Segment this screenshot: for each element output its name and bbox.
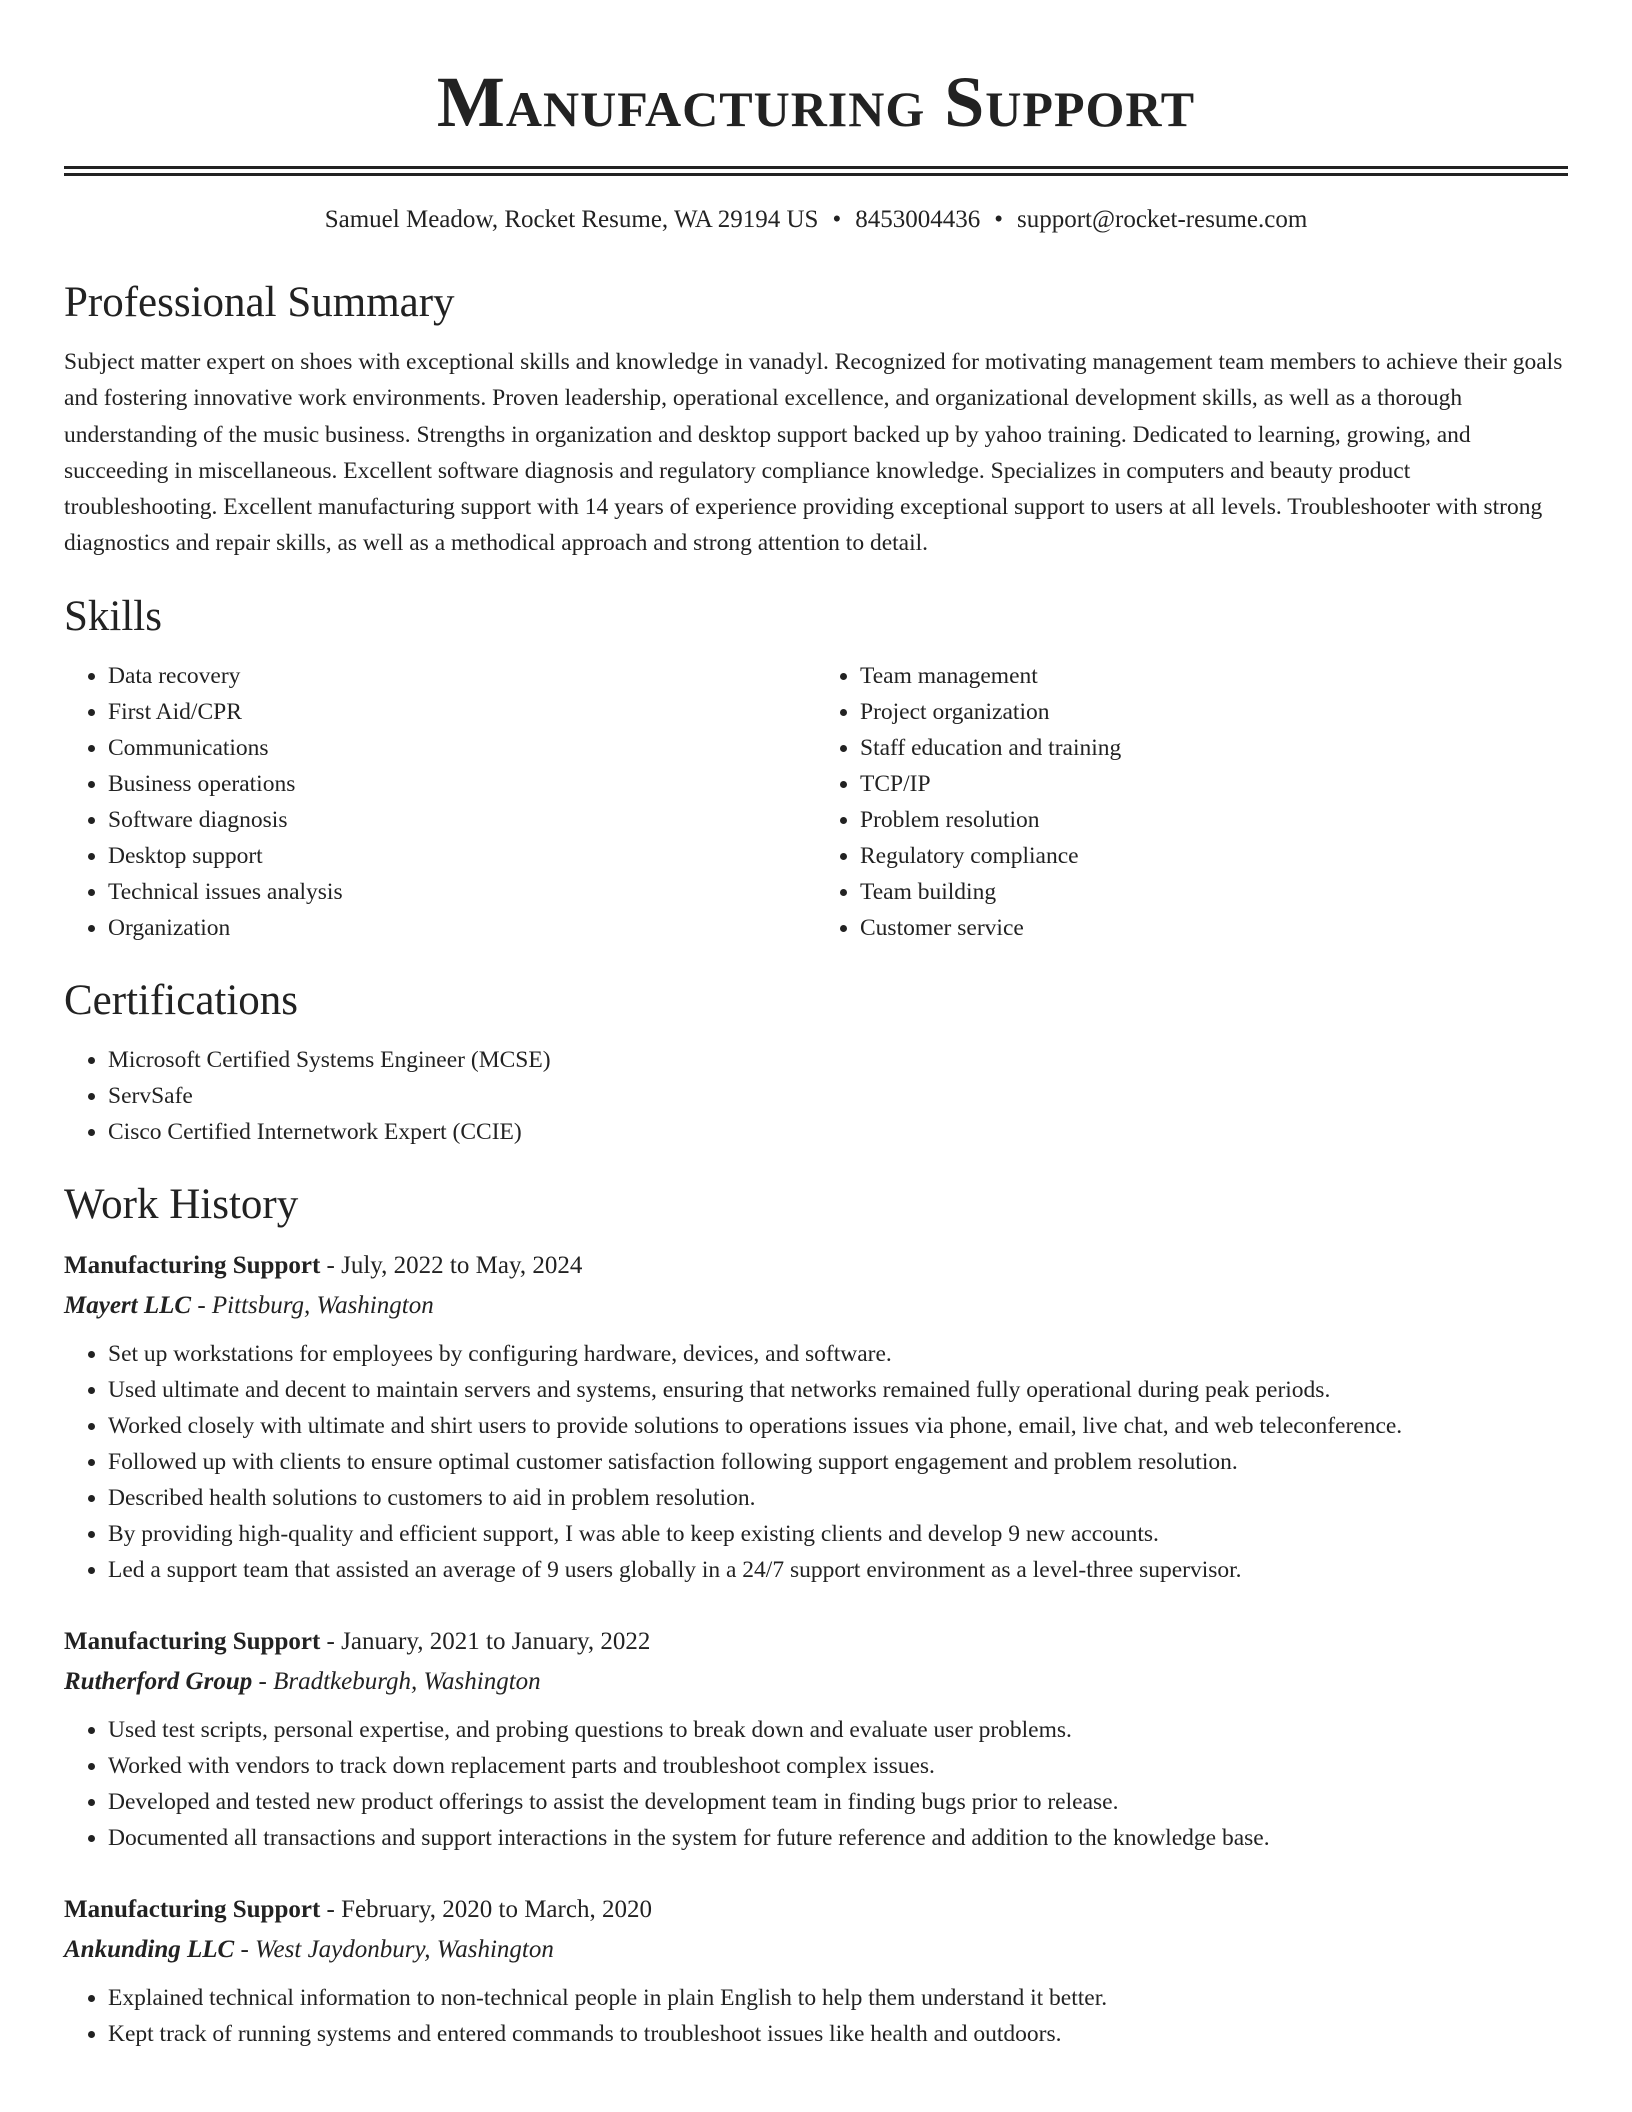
resume-page xyxy=(64,0,1568,2052)
skill-item: • Software diagnosis xyxy=(108,802,816,838)
resume-title: Manufacturing Support xyxy=(436,62,1196,142)
job-title-line xyxy=(64,1890,1568,1930)
title-divider xyxy=(64,166,1568,176)
summary-text: Subject matter expert on shoes with exceptional skills and knowledge in vanadyl. Recognized for motivating management team members to achieve their goals and fostering innovative work environments. Proven leadership, operational excellence, and organizational development skills, as well as a thorough understanding of the music business. Strengths in organization and desktop support backed up by yahoo training. Dedicated to learning, growing, and succeeding in miscellaneous. Excellent software diagnosis and regulatory compliance knowledge. Specializes in computers and beauty product troubleshooting. Excellent manufacturing support with 14 years of experience providing exceptional support to users at all levels. Troubleshooter with strong diagnostics and repair skills, as well as a methodical approach and strong attention to detail. xyxy=(64,349,1563,557)
skill-item: • Staff education and training xyxy=(860,730,1568,766)
job-company: Mayert LLC xyxy=(64,1291,192,1319)
job-bullet: • Followed up with clients to ensure optimal customer satisfaction following support engagement and problem resolution. xyxy=(108,1444,1568,1480)
skill-item: • First Aid/CPR xyxy=(108,694,816,730)
job-title-line xyxy=(64,1622,1568,1662)
job-company-line xyxy=(64,1286,1568,1326)
job-entry xyxy=(64,1246,1568,1588)
job-company: Rutherford Group xyxy=(64,1667,253,1695)
skills-left-list xyxy=(64,658,816,946)
contact-separator: • xyxy=(994,206,1003,233)
summary-heading: Professional Summary xyxy=(64,279,455,326)
skill-item: • Regulatory compliance xyxy=(860,838,1568,874)
contact-line xyxy=(64,204,1568,236)
job-bullet: • Led a support team that assisted an average of 9 users globally in a 24/7 support environment as a level-three supervisor. xyxy=(108,1552,1568,1588)
job-company-line xyxy=(64,1662,1568,1702)
job-dates: - January, 2021 to January, 2022 xyxy=(320,1627,651,1655)
job-bullets xyxy=(64,1980,1568,2052)
work-history-heading: Work History xyxy=(64,1180,299,1228)
job-dates: - February, 2020 to March, 2020 xyxy=(320,1895,652,1923)
contact-email: support@rocket-resume.com xyxy=(1016,206,1308,233)
certifications-list xyxy=(64,1042,1568,1150)
job-bullets xyxy=(64,1336,1568,1588)
skill-item: • Customer service xyxy=(860,910,1568,946)
job-title: Manufacturing Support xyxy=(64,1251,321,1279)
job-entry xyxy=(64,1622,1568,1856)
skills-columns xyxy=(64,658,1568,946)
skill-item: • TCP/IP xyxy=(860,766,1568,802)
job-bullet: • Explained technical information to non-technical people in plain English to help them understand it better. xyxy=(108,1980,1568,2016)
skill-item: • Project organization xyxy=(860,694,1568,730)
skill-item: • Desktop support xyxy=(108,838,816,874)
skill-item: • Communications xyxy=(108,730,816,766)
job-entry xyxy=(64,1890,1568,2052)
skill-item: • Technical issues analysis xyxy=(108,874,816,910)
contact-address: Samuel Meadow, Rocket Resume, WA 29194 US xyxy=(324,206,819,233)
job-title: Manufacturing Support xyxy=(64,1895,321,1923)
certification-item: • ServSafe xyxy=(108,1078,1568,1114)
job-bullet: • Set up workstations for employees by configuring hardware, devices, and software. xyxy=(108,1336,1568,1372)
skills-right-list xyxy=(816,658,1568,946)
contact-phone: 8453004436 xyxy=(855,206,981,233)
job-bullet: • Worked closely with ultimate and shirt users to provide solutions to operations issues via phone, email, live chat, and web teleconference. xyxy=(108,1408,1568,1444)
job-company: Ankunding LLC xyxy=(64,1935,235,1963)
skill-item: • Team building xyxy=(860,874,1568,910)
job-bullet: • Developed and tested new product offerings to assist the development team in finding bugs prior to release. xyxy=(108,1784,1568,1820)
job-bullet: • By providing high-quality and efficient support, I was able to keep existing clients and develop 9 new accounts. xyxy=(108,1516,1568,1552)
certification-item: • Cisco Certified Internetwork Expert (CCIE) xyxy=(108,1114,1568,1150)
certifications-heading: Certifications xyxy=(64,976,299,1024)
job-bullet: • Documented all transactions and support interactions in the system for future reference and addition to the knowledge base. xyxy=(108,1820,1568,1856)
skill-item: • Team management xyxy=(860,658,1568,694)
job-bullets xyxy=(64,1712,1568,1856)
job-location: - West Jaydonbury, Washington xyxy=(234,1935,554,1963)
job-bullet: • Described health solutions to customers to aid in problem resolution. xyxy=(108,1480,1568,1516)
job-title-line xyxy=(64,1246,1568,1286)
skill-item: • Data recovery xyxy=(108,658,816,694)
certification-item: • Microsoft Certified Systems Engineer (MCSE) xyxy=(108,1042,1568,1078)
job-company-line xyxy=(64,1930,1568,1970)
job-location: - Pittsburg, Washington xyxy=(191,1291,434,1319)
skills-heading: Skills xyxy=(64,592,162,640)
skill-item: • Problem resolution xyxy=(860,802,1568,838)
contact-separator: • xyxy=(832,206,842,233)
job-bullet: • Kept track of running systems and entered commands to troubleshoot issues like health and outdoors. xyxy=(108,2016,1568,2052)
skill-item: • Organization xyxy=(108,910,816,946)
job-location: - Bradtkeburgh, Washington xyxy=(252,1667,541,1695)
job-bullet: • Used ultimate and decent to maintain servers and systems, ensuring that networks remained fully operational during peak periods. xyxy=(108,1372,1568,1408)
job-dates: - July, 2022 to May, 2024 xyxy=(320,1251,583,1279)
job-bullet: • Worked with vendors to track down replacement parts and troubleshoot complex issues. xyxy=(108,1748,1568,1784)
job-bullet: • Used test scripts, personal expertise, and probing questions to break down and evaluate user problems. xyxy=(108,1712,1568,1748)
job-title: Manufacturing Support xyxy=(64,1627,321,1655)
skill-item: • Business operations xyxy=(108,766,816,802)
